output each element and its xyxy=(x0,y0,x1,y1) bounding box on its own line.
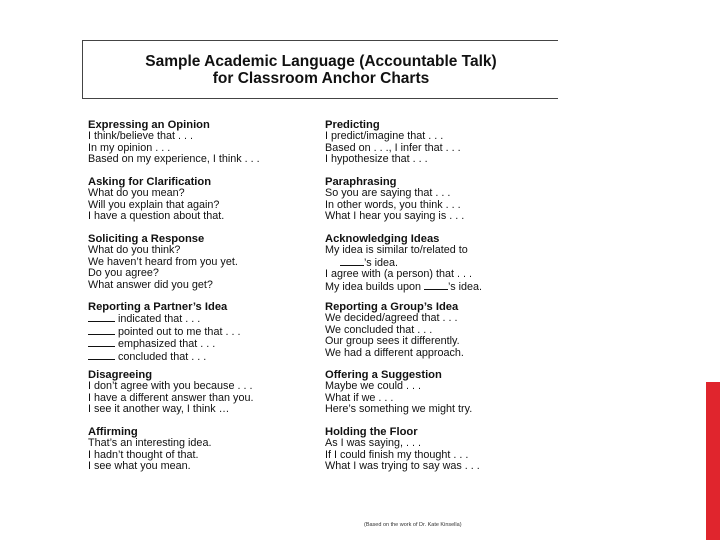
fill-in-blank xyxy=(88,338,115,347)
section-disagreeing xyxy=(88,370,316,427)
phrase: Based on . . ., I infer that . . . xyxy=(325,141,461,154)
phrase: In other words, you think . . . xyxy=(325,198,461,211)
phrase: Will you explain that again? xyxy=(88,198,220,211)
title-line-1: Sample Academic Language (Accountable Talk) xyxy=(145,53,497,70)
phrase: Do you agree? xyxy=(88,267,159,280)
phrase: We concluded that . . . xyxy=(325,323,433,336)
phrase-text: My idea builds upon xyxy=(325,280,422,293)
section-acknowledging-ideas xyxy=(325,234,553,302)
phrase-text: pointed out to me that . . . xyxy=(118,325,241,338)
phrase-text: indicated that . . . xyxy=(118,313,201,326)
phrase: I predict/imagine that . . . xyxy=(325,130,444,143)
section-expressing-opinion xyxy=(88,120,316,177)
phrase: What I hear you saying is . . . xyxy=(325,210,465,223)
phrase: As I was saying, . . . xyxy=(325,437,422,450)
phrase-text: concluded that . . . xyxy=(118,350,207,363)
section-predicting xyxy=(325,120,553,177)
accent-bar xyxy=(706,382,720,540)
phrase: I see what you mean. xyxy=(88,460,191,473)
phrase: We haven’t heard from you yet. xyxy=(88,255,238,268)
phrase: We had a different approach. xyxy=(325,346,464,359)
phrase: Our group sees it differently. xyxy=(325,335,460,348)
phrase xyxy=(88,351,316,363)
section-title: Offering a Suggestion xyxy=(325,369,442,381)
phrase: I hadn’t thought of that. xyxy=(88,448,199,461)
section-title: Predicting xyxy=(325,119,380,131)
phrase: Maybe we could . . . xyxy=(325,380,422,393)
phrase xyxy=(88,326,316,338)
section-title: Disagreeing xyxy=(88,369,153,381)
fill-in-blank xyxy=(88,351,115,360)
section-soliciting-response xyxy=(88,234,316,302)
section-title: Reporting a Group’s Idea xyxy=(325,301,459,313)
section-reporting-group xyxy=(325,302,553,370)
section-paraphrasing xyxy=(325,177,553,234)
fill-in-blank xyxy=(340,257,364,266)
section-title: Asking for Clarification xyxy=(88,176,212,188)
page-title xyxy=(83,53,559,87)
phrase: In my opinion . . . xyxy=(88,141,171,154)
section-holding-floor xyxy=(325,427,553,484)
phrase: My idea is similar to/related to xyxy=(325,244,468,257)
phrase: What do you think? xyxy=(88,244,181,257)
section-title: Soliciting a Response xyxy=(88,233,205,245)
phrase: I think/believe that . . . xyxy=(88,130,194,143)
phrase: I see it another way, I think … xyxy=(88,403,230,416)
phrase: What I was trying to say was . . . xyxy=(325,460,480,473)
phrase xyxy=(88,338,316,350)
fill-in-blank xyxy=(88,326,115,335)
phrase: What if we . . . xyxy=(325,391,394,404)
title-box xyxy=(82,40,558,99)
section-title: Paraphrasing xyxy=(325,176,397,188)
section-asking-clarification xyxy=(88,177,316,234)
phrase-text: ’s idea. xyxy=(448,280,483,293)
phrase: So you are saying that . . . xyxy=(325,187,451,200)
section-title: Expressing an Opinion xyxy=(88,119,210,131)
anchor-chart-document xyxy=(82,40,558,540)
section-reporting-partner xyxy=(88,302,316,370)
section-offering-suggestion xyxy=(325,370,553,427)
section-title: Holding the Floor xyxy=(325,426,418,438)
section-affirming xyxy=(88,427,316,484)
phrase xyxy=(325,281,553,293)
phrase: Here’s something we might try. xyxy=(325,403,473,416)
right-column xyxy=(325,120,553,484)
phrase: That’s an interesting idea. xyxy=(88,437,212,450)
section-title: Reporting a Partner’s Idea xyxy=(88,301,228,313)
phrase: I have a different answer than you. xyxy=(88,391,254,404)
phrase: We decided/agreed that . . . xyxy=(325,312,458,325)
section-title: Acknowledging Ideas xyxy=(325,233,440,245)
phrase: Based on my experience, I think . . . xyxy=(88,153,260,166)
phrase-text: emphasized that . . . xyxy=(118,338,216,351)
phrase xyxy=(88,313,316,325)
phrase-text: ’s idea. xyxy=(364,256,399,269)
fill-in-blank xyxy=(88,313,115,322)
phrase: If I could finish my thought . . . xyxy=(325,448,469,461)
section-title: Affirming xyxy=(88,426,138,438)
phrase: I hypothesize that . . . xyxy=(325,153,428,166)
phrase: I don’t agree with you because . . . xyxy=(88,380,253,393)
title-line-2: for Classroom Anchor Charts xyxy=(212,70,430,87)
phrase: What answer did you get? xyxy=(88,278,213,291)
phrase: I have a question about that. xyxy=(88,210,225,223)
left-column xyxy=(88,120,316,484)
source-credit: (Based on the work of Dr. Kate Kinsella) xyxy=(364,522,462,528)
phrase: I agree with (a person) that . . . xyxy=(325,268,473,281)
fill-in-blank xyxy=(424,281,448,290)
phrase: What do you mean? xyxy=(88,187,185,200)
